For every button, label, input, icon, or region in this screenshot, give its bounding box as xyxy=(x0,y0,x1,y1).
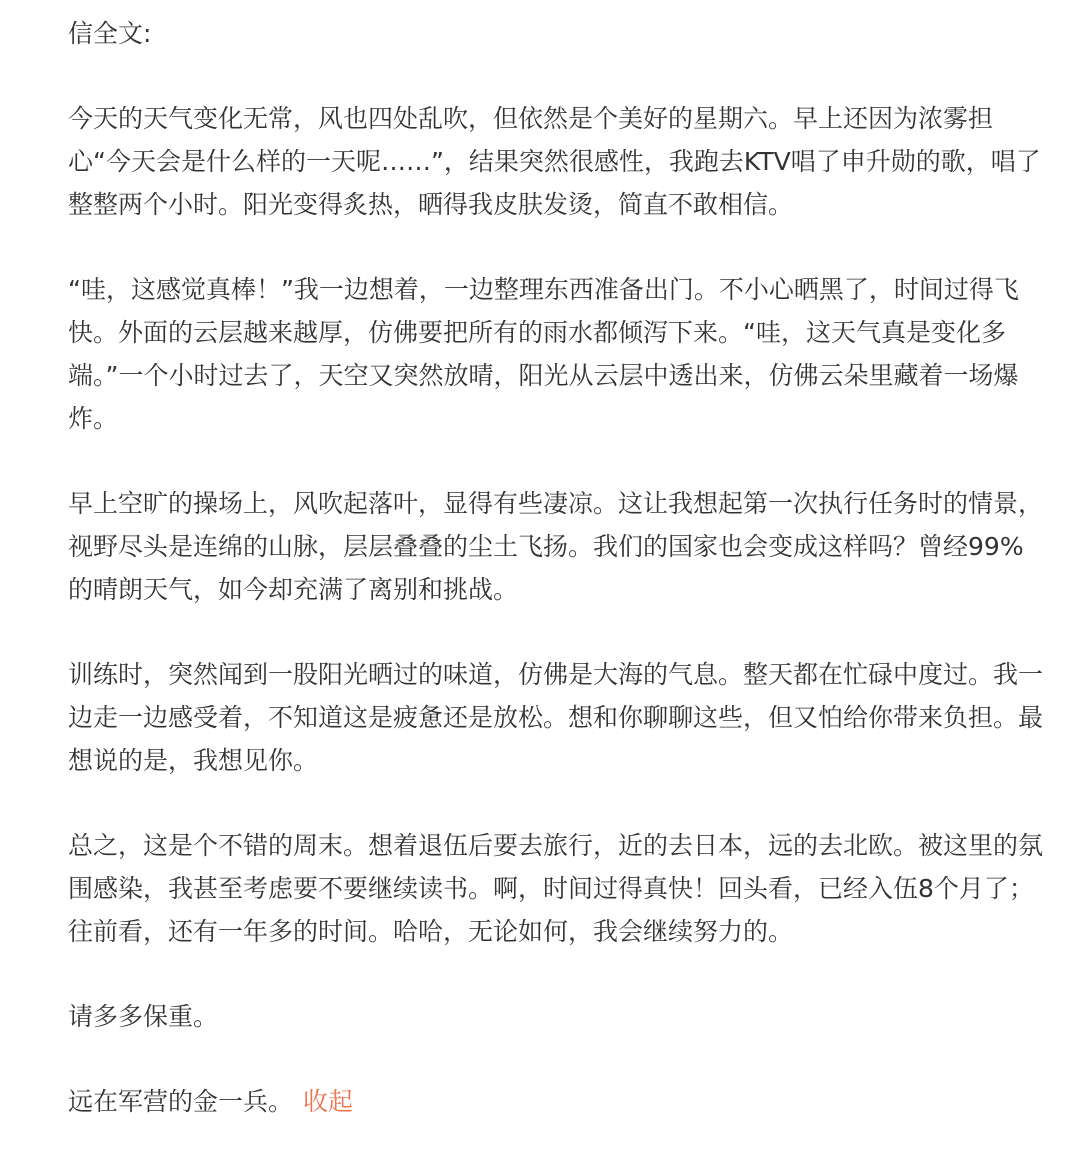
letter-paragraph-2: “哇，这感觉真棒！”我一边想着，一边整理东西准备出门。不小心晒黑了，时间过得飞快。外面的云层越来越厚，仿佛要把所有的雨水都倾泻下来。“哇，这天气真是变化多端。”一个小时过去了，天空又突然放晴，阳光从云层中透出来，仿佛云朵里藏着一场爆炸。 xyxy=(68,275,1019,433)
letter-signature-line xyxy=(68,1080,1048,1123)
letter-paragraph-3: 早上空旷的操场上，风吹起落叶，显得有些凄凉。这让我想起第一次执行任务时的情景，视野尽头是连绵的山脉，层层叠叠的尘土飞扬。我们的国家也会变成这样吗？曾经99%的晴朗天气，如今却充满了离别和挑战。 xyxy=(68,489,1044,604)
letter-signature: 远在军营的金一兵。 xyxy=(68,1087,294,1116)
letter-closing: 请多多保重。 xyxy=(68,1002,219,1031)
letter-heading: 信全文: xyxy=(68,19,152,48)
collapse-link[interactable]: 收起 xyxy=(303,1087,354,1116)
letter-paragraph-1: 今天的天气变化无常，风也四处乱吹，但依然是个美好的星期六。早上还因为浓雾担心“今天会是什么样的一天呢……”，结果突然很感性，我跑去KTV唱了申升勋的歌，唱了整整两个小时。阳光变得炙热，晒得我皮肤发烫，简直不敢相信。 xyxy=(68,104,1041,219)
letter-paragraph-5: 总之，这是个不错的周末。想着退伍后要去旅行，近的去日本，远的去北欧。被这里的氛围感染，我甚至考虑要不要继续读书。啊，时间过得真快！回头看，已经入伍8个月了；往前看，还有一年多的时间。哈哈，无论如何，我会继续努力的。 xyxy=(68,831,1044,946)
letter-paragraph-4: 训练时，突然闻到一股阳光晒过的味道，仿佛是大海的气息。整天都在忙碌中度过。我一边走一边感受着，不知道这是疲惫还是放松。想和你聊聊这些，但又怕给你带来负担。最想说的是，我想见你。 xyxy=(68,660,1044,775)
letter-body xyxy=(68,12,1048,1165)
